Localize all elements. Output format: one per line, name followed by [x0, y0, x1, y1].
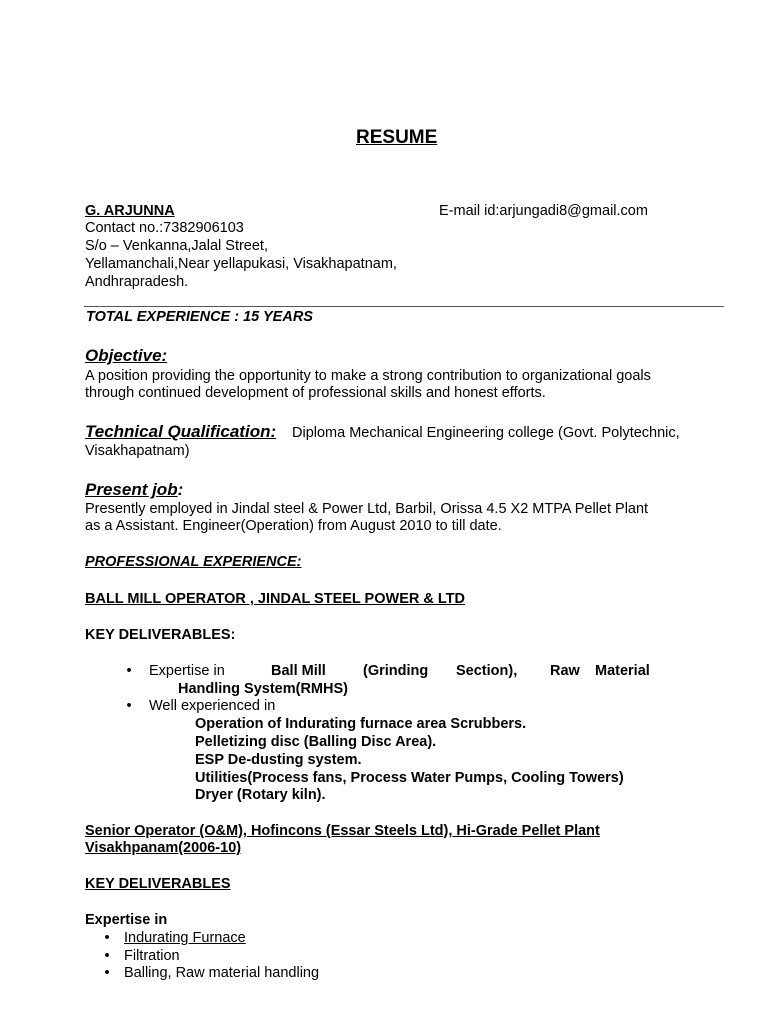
present-job-line-1: Presently employed in Jindal steel & Power Ltd, Barbil, Orissa 4.5 X2 MTPA Pellet Plant — [85, 501, 649, 517]
total-experience: TOTAL EXPERIENCE : 15 YEARS — [86, 309, 313, 325]
address-line-1: S/o – Venkanna,Jalal Street, — [85, 238, 268, 254]
job2-title-line-2: Visakhpanam(2006-10) — [85, 840, 242, 856]
objective-line-2: through continued development of professional skills and honest efforts. — [85, 385, 546, 401]
candidate-name: G. ARJUNNA — [85, 203, 175, 219]
objective-line-1: A position providing the opportunity to make a strong contribution to organizational goals — [85, 368, 651, 384]
job1-bullet1-word-3: Section), — [456, 663, 518, 679]
resume-title: RESUME — [356, 127, 438, 148]
professional-experience-heading: PROFESSIONAL EXPERIENCE: — [85, 554, 302, 570]
present-job-label: Present job — [85, 480, 178, 499]
separator-line — [84, 306, 724, 307]
job1-bullet1-prefix: Expertise in — [149, 663, 225, 679]
present-job-heading — [85, 480, 183, 500]
job1-item: Dryer (Rotary kiln). — [195, 787, 326, 803]
bullet-icon: • — [104, 965, 110, 981]
job1-item: Operation of Indurating furnace area Scrubbers. — [195, 716, 527, 732]
job1-item: Utilities(Process fans, Process Water Pumps, Cooling Towers) — [195, 770, 624, 786]
job2-item: Indurating Furnace — [124, 930, 246, 946]
job1-item: Pelletizing disc (Balling Disc Area). — [195, 734, 437, 750]
contact-number: Contact no.:7382906103 — [85, 220, 244, 236]
job1-bullet2: Well experienced in — [149, 698, 276, 714]
email: E-mail id:arjungadi8@gmail.com — [439, 203, 648, 219]
objective-heading: Objective: — [85, 346, 168, 365]
bullet-icon: • — [126, 663, 132, 679]
job1-title: BALL MILL OPERATOR , JINDAL STEEL POWER & LTD — [85, 591, 465, 607]
job2-title-line-1: Senior Operator (O&M), Hofincons (Essar Steels Ltd), Hi-Grade Pellet Plant — [85, 823, 600, 839]
present-job-line-2: as a Assistant. Engineer(Operation) from August 2010 to till date. — [85, 518, 502, 534]
job1-bullet1-word-4: Raw — [550, 663, 580, 679]
technical-qualification-line-2: Visakhapatnam) — [85, 443, 190, 459]
job1-deliverables-heading: KEY DELIVERABLES: — [85, 627, 236, 643]
technical-qualification-heading: Technical Qualification: — [85, 422, 277, 441]
job1-item: ESP De-dusting system. — [195, 752, 362, 768]
bullet-icon: • — [104, 930, 110, 946]
present-job-colon: : — [177, 480, 184, 499]
job2-item: Filtration — [124, 948, 180, 964]
job2-expertise-heading: Expertise in — [85, 912, 168, 928]
job2-deliverables-heading: KEY DELIVERABLES — [85, 876, 231, 892]
technical-qualification-line-1: Diploma Mechanical Engineering college (Govt. Polytechnic, — [292, 425, 680, 441]
job1-bullet1-word-1: Ball Mill — [271, 663, 326, 679]
address-line-3: Andhrapradesh. — [85, 274, 189, 290]
bullet-icon: • — [104, 948, 110, 964]
bullet-icon: • — [126, 698, 132, 714]
job1-bullet1-line-2: Handling System(RMHS) — [178, 681, 348, 697]
job2-item: Balling, Raw material handling — [124, 965, 320, 981]
job1-bullet1-word-5: Material — [595, 663, 650, 679]
address-line-2: Yellamanchali,Near yellapukasi, Visakhapatnam, — [85, 256, 397, 272]
job1-bullet1-word-2: (Grinding — [363, 663, 429, 679]
